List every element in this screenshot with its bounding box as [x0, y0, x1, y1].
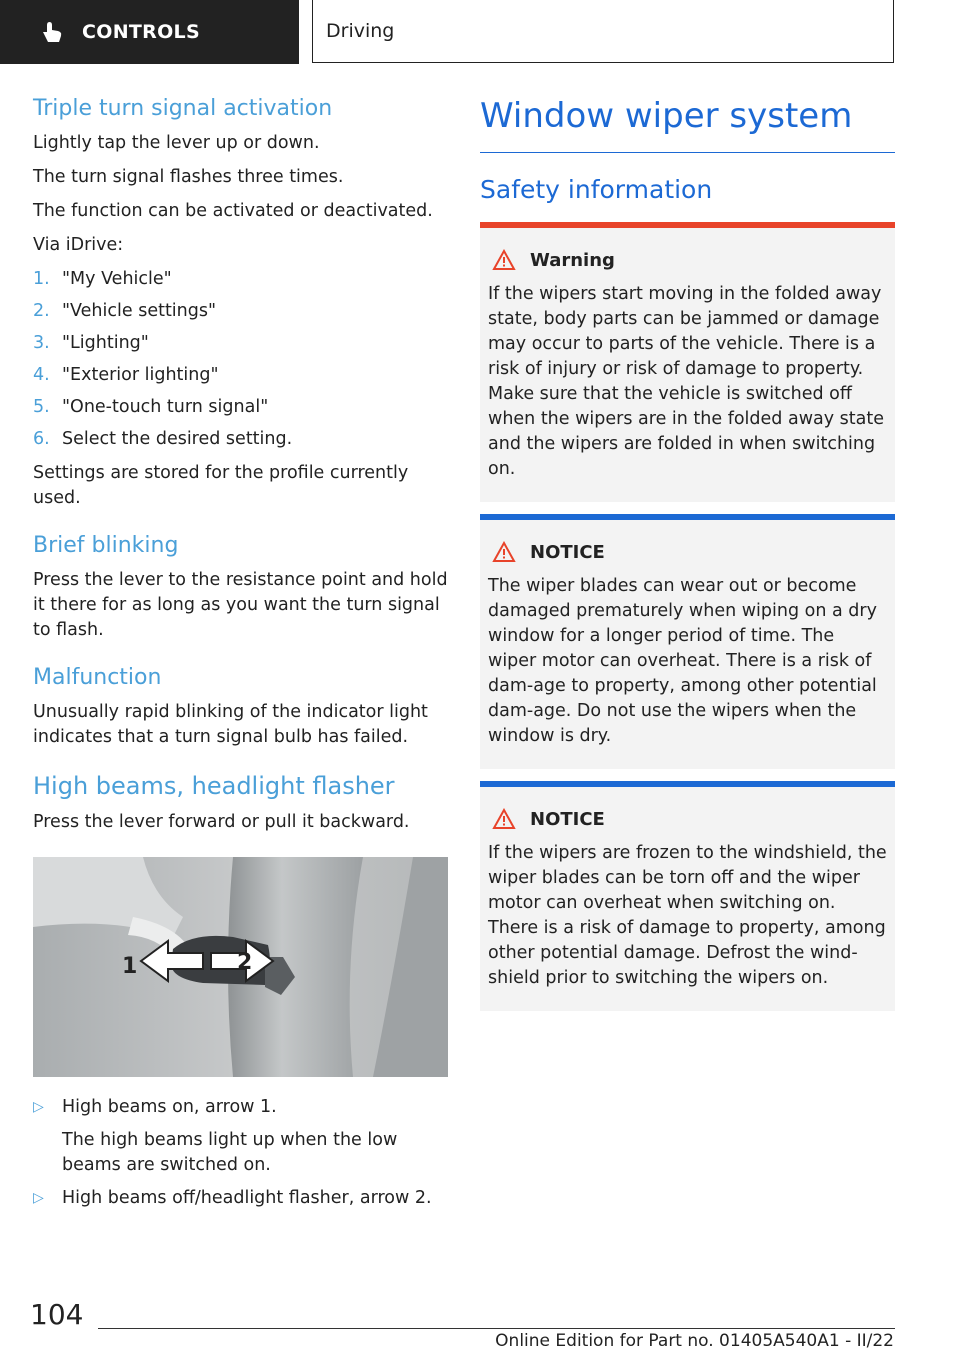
- triangle-bullet-icon: ▷: [33, 1190, 44, 1206]
- paragraph: Press the lever forward or pull it backward.: [33, 812, 410, 832]
- box-text: The wiper blades can wear out or become damaged prematurely when wiping on a dry window for a longer period of time. The wiper motor can overheat. There is a risk of dam-age to property, among other potential dam-age. Do not use the wipers when the window is dry.: [488, 576, 877, 746]
- paragraph: Via iDrive:: [33, 235, 124, 255]
- box-text: If the wipers are frozen to the windshield, the wiper blades can be torn off and the wiper motor can overheat when switching on. There is a risk of damage to property, among other potential damage. Defrost the wind-shield prior to switching the wipers on.: [488, 843, 887, 988]
- paragraph: Settings are stored for the profile currently used.: [33, 463, 409, 508]
- chapter-tab: [312, 0, 894, 63]
- edition-note: Online Edition for Part no. 01405A540A1 - II/22: [495, 1331, 894, 1351]
- box-label: NOTICE: [530, 541, 605, 563]
- page-number: 104: [30, 1298, 84, 1331]
- list-item: [33, 1095, 448, 1120]
- box-label: Warning: [530, 249, 615, 271]
- high-beams-heading: High beams, headlight flasher: [33, 772, 395, 800]
- box-text: If the wipers start moving in the folded away state, body parts can be jammed or damage may occur to parts of the vehicle. There is a risk of injury or risk of damage to property. Make sure that the vehicle is switched off when the wipers are in the folded away state and the wipers are folded in when switching on.: [488, 284, 884, 479]
- warning-triangle-icon: [492, 807, 522, 831]
- item-subtext: The high beams light up when the low beams are switched on.: [62, 1130, 398, 1175]
- step-text: "One-touch turn signal": [62, 397, 269, 417]
- section-tab: [0, 0, 299, 64]
- list-item: [33, 395, 448, 420]
- step-text: "Lighting": [62, 333, 149, 353]
- step-number: 6.: [33, 429, 50, 449]
- chapter-label: Driving: [326, 20, 395, 42]
- paragraph: Unusually rapid blinking of the indicator light indicates that a turn signal bulb has failed.: [33, 702, 428, 747]
- item-text: High beams on, arrow 1.: [62, 1097, 277, 1117]
- paragraph: Lightly tap the lever up or down.: [33, 133, 320, 153]
- section-title: Safety information: [480, 175, 713, 204]
- step-number: 5.: [33, 397, 50, 417]
- step-number: 3.: [33, 333, 50, 353]
- idrive-steps: [33, 267, 448, 452]
- list-item: [33, 1186, 448, 1211]
- notice-box: [480, 514, 895, 769]
- left-column: [33, 96, 448, 1219]
- brief-heading: Brief blinking: [33, 533, 179, 558]
- triple-heading: Triple turn signal activation: [33, 96, 333, 121]
- arrow-1-label: 1: [122, 954, 138, 979]
- step-text: "My Vehicle": [62, 269, 172, 289]
- warning-triangle-icon: [492, 540, 522, 564]
- list-item: [33, 331, 448, 356]
- step-text: Select the desired setting.: [62, 429, 293, 449]
- list-item: [33, 427, 448, 452]
- step-text: "Vehicle settings": [62, 301, 217, 321]
- triangle-bullet-icon: ▷: [33, 1099, 44, 1115]
- chapter-title: Window wiper system: [480, 96, 895, 153]
- list-item: [33, 267, 448, 292]
- step-text: "Exterior lighting": [62, 365, 219, 385]
- warning-box: [480, 222, 895, 502]
- warning-triangle-icon: [492, 248, 522, 272]
- paragraph: The function can be activated or deactivated.: [33, 201, 433, 221]
- malfunction-heading: Malfunction: [33, 665, 162, 690]
- section-label: CONTROLS: [82, 21, 200, 43]
- step-number: 1.: [33, 269, 50, 289]
- item-text: High beams off/headlight flasher, arrow 2.: [62, 1188, 432, 1208]
- pointing-hand-icon: [38, 18, 66, 46]
- box-label: NOTICE: [530, 808, 605, 830]
- list-item: [33, 299, 448, 324]
- turn-signal-lever-illustration: [33, 857, 448, 1077]
- list-item: [33, 363, 448, 388]
- notice-box: [480, 781, 895, 1011]
- paragraph: The turn signal flashes three times.: [33, 167, 344, 187]
- arrow-2-label: 2: [237, 950, 253, 975]
- footer-rule: [98, 1328, 895, 1329]
- step-number: 2.: [33, 301, 50, 321]
- paragraph: Press the lever to the resistance point and hold it there for as long as you want the turn signal to flash.: [33, 570, 448, 640]
- right-column: [480, 96, 895, 1011]
- step-number: 4.: [33, 365, 50, 385]
